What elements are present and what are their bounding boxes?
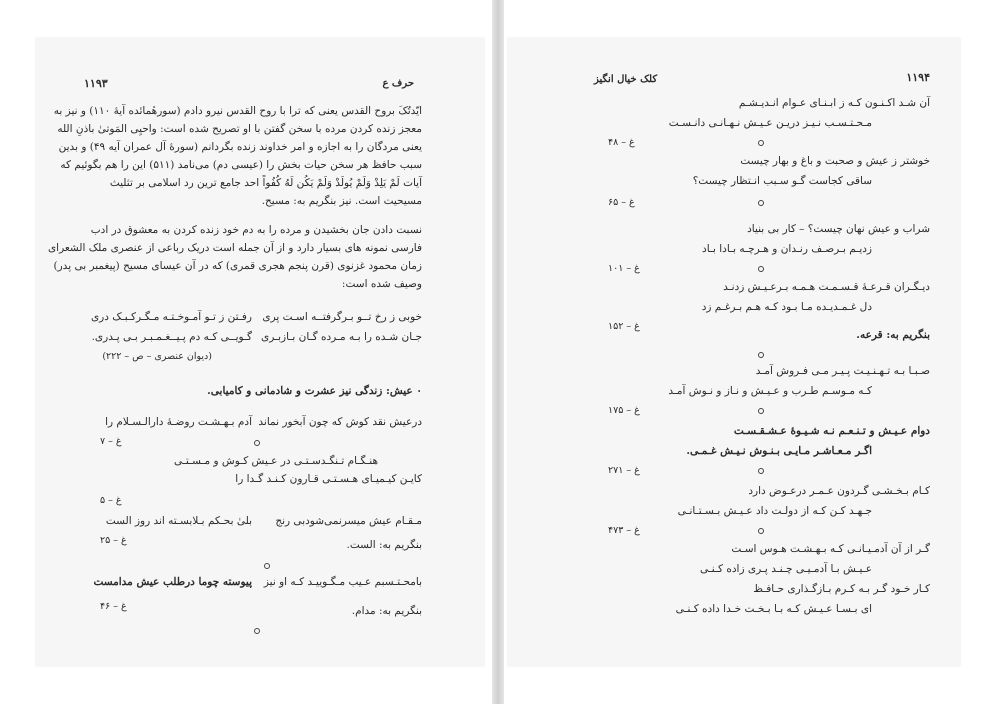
left-page (36, 38, 484, 666)
right-page (508, 38, 960, 666)
body-line: یعنی مردگان را به اجازه و امر خداوند زنده بگردانم (سورهٔ آل عمران آیه ۴۹) و بدین (58, 141, 422, 153)
body-line: معجز زنده کردن مرده با سخن گفتن با او تصریح شده است: واحیِی المَوتیٰ باذنِ الله (57, 123, 422, 135)
verse-line: دوام عـیـش و تـنـعـم نـه شـیـوهٔ عـشـقـسـت (733, 425, 930, 437)
see-also: بنگریم به: قرعه. (856, 329, 930, 341)
verse-left: پیوسته چوما درطلب عیش مدامست (93, 576, 252, 588)
ghazal-ref: غ – ۶۵ (608, 197, 635, 208)
right-page-header: کلک خیال انگیز (594, 74, 658, 85)
ghazal-ref: غ – ۴۸ (608, 137, 635, 148)
body-line: سبب حافظ هر سخن حیات بخش را (عیسی دم) می‌نامد (۵۱۱) این را هم بگوئیم که (60, 159, 422, 171)
ghazal-ref: غ – ۲۷۱ (608, 465, 640, 476)
verse-line: کـام بـخـشـی گـردون عـمـر درعـوض دارد (748, 485, 930, 497)
ghazal-ref: غ – ۴۶ (100, 601, 127, 612)
verse-left: گـویــی کـه دم پـیــغـمـبـر بـی پـدری. (91, 331, 252, 343)
ghazal-ref: غ – ۱۷۵ (608, 405, 640, 416)
book-gutter (492, 0, 504, 704)
body-line: وصیف شده است: (341, 278, 422, 290)
body-line: آیات لَمْ یَلِدْ وَلَمْ یُولَدْ وَلَمْ یَکُن لَهُ کُفُواً احد جامع ترین رد اسلامی بر تثلیث (109, 177, 422, 189)
verse-line: زدیـم بـرصـف رنـدان و هـرچـه بـادا بـاد (702, 243, 872, 255)
verse-line: اگـر مـعـاشـر مـایـی بـنـوش نـیـش غـمـی. (686, 445, 872, 457)
verse-line: شراب و عیش نهان چیست؟ – کار بی بنیاد (747, 223, 930, 235)
see-also: بنگریم به: مدام. (351, 605, 422, 617)
verse-right: درعیش نقد کوش که چون آبخور نماند (258, 416, 422, 428)
separator-dot (254, 440, 260, 446)
ghazal-ref: غ – ۴۷۳ (608, 525, 640, 536)
verse-line: ای بـسـا عـیـش کـه بـا بـخـت خـدا داده کـنـی (675, 603, 872, 615)
body-line: مسیحیت است. نیز بنگریم به: مسیح. (261, 195, 422, 207)
right-page-number: ۱۱۹۴ (906, 71, 930, 84)
verse-right: بامحـتـسبم عـیب مـگـوییـد کـه او نیز (263, 576, 422, 588)
body-line: زمان محمود غزنوی (قرن پنجم هجری قمری) که در آن عیسای مسیح (پیغمبر بی پدر) (53, 260, 422, 272)
left-page-number: ۱۱۹۳ (84, 77, 108, 90)
verse-line: دیـگـران قـرعـهٔ قـسـمـت هـمـه بـرعـیـش زدنـد (723, 281, 930, 293)
separator-dot (758, 468, 764, 474)
ghazal-ref: غ – ۵ (100, 495, 122, 506)
verse-line: کـه مـوسـم طـرب و عـیـش و نـاز و نـوش آمـد (668, 385, 872, 397)
verse-line: جـهـد کـن کـه از دولـت داد عـیـش بـسـتـانـی (677, 505, 872, 517)
verse-left: آدم بـهـشـت روضـهٔ دارالـسـلام را (105, 416, 252, 428)
separator-dot (758, 140, 764, 146)
separator-dot (758, 352, 764, 358)
verse-line: مـحـتـسـب نـیـز دریـن عـیـش نـهـانـی دانـسـت (668, 117, 872, 129)
body-line: فارسی نمونه های بسیار دارد و از آن جمله است دریک رباعی از عنصری ملک الشعرای (47, 242, 422, 254)
separator-dot (758, 528, 764, 534)
verse-line: ساقی کجاست گـو سـبب انـتظار چیست؟ (692, 175, 872, 187)
verse-right: خوبی ز رخ تــو بـرگرفتــه اسـت پری (262, 311, 422, 323)
separator-dot (264, 563, 270, 569)
section-heading: ۰ عیش: زندگی نیز عشرت و شادمانی و کامیابی. (207, 385, 422, 397)
body-line: نسبت دادن جان بخشیدن و مرده را به دم خود زنده کردن به معشوق در ادب (90, 224, 422, 236)
verse-source: (دیوان عنصری – ص – ۲۲۲) (102, 351, 212, 362)
verse-right: جـان شـده را بـه مـرده گـان بـازبـری (261, 331, 422, 343)
body-line: ایّدتُکَ بروح القدس یعنی که ترا با روح القدس نیرو دادم (سورهٔمائده آیهٔ ۱۱۰) و نیز به (53, 105, 422, 117)
see-also: بنگریم به: الست. (346, 539, 422, 551)
verse-line: کایـن کیـمیـای هـسـتـی قـارون کـنـد گـدا را (235, 473, 422, 485)
ghazal-ref: غ – ۱۰۱ (608, 263, 640, 274)
verse-line: گـر از آن آدمـیـانـی کـه بـهـشـت هـوس اسـت (731, 543, 930, 555)
verse-line: عـیـش بـا آدمـیـی چـنـد پـری زاده کـنـی (699, 563, 872, 575)
verse-right: مـقـام عیش میسرنمی‌شودبی رنج (275, 515, 422, 527)
ghazal-ref: غ – ۲۵ (100, 535, 127, 546)
left-page-header: حرف ع (382, 78, 414, 89)
separator-dot (758, 266, 764, 272)
verse-line: دل غـمـدیـده مـا بـود کـه هـم بـرغـم زد (701, 301, 872, 313)
verse-line: آن شـد اکـنـون کـه ز ابـنـای عـوام انـدیـشـم (738, 97, 930, 109)
verse-line: خوشتر ز عیش و صحبت و باغ و بهار چیست (740, 155, 930, 167)
verse-left: رفـتن ز تـو آمـوخـتـه مـگـرکـبـک دری (90, 311, 252, 323)
ghazal-ref: غ – ۱۵۲ (608, 321, 640, 332)
verse-line: صـبـا بـه تـهـنـیـت پـیـر مـی فـروش آمـد (755, 365, 930, 377)
ghazal-ref: غ – ۷ (100, 436, 122, 447)
verse-line: کـار خـود گـر بـه کـرم بـازگـذاری حـافـظ (753, 583, 930, 595)
verse-line: هنـگـام تـنگـدسـتـی در عـیش کـوش و مـسـتـی (174, 455, 378, 467)
separator-dot (254, 628, 260, 634)
separator-dot (758, 200, 764, 206)
separator-dot (758, 408, 764, 414)
verse-left: بلیٰ بحـکم بـلابسـته اند روز الست (105, 515, 252, 527)
